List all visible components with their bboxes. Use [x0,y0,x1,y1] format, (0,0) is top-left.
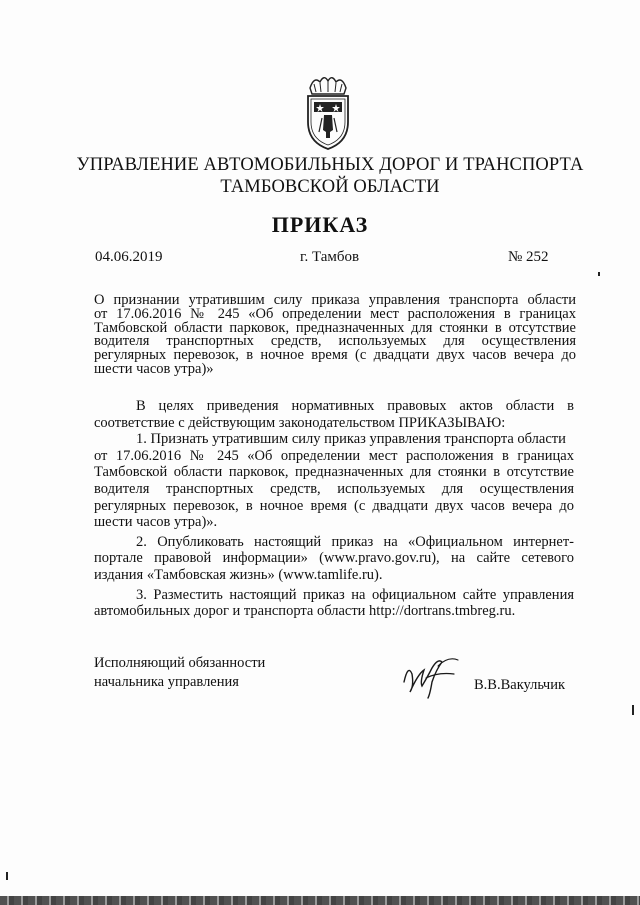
body-line: регулярных перевозок, в ночное время (с двадцати двух часов вечера до [94,497,574,514]
order-item-1 [94,431,574,531]
document-city: г. Тамбов [300,249,360,265]
signatory-position [94,654,265,691]
document-number: № 252 [508,249,549,265]
body-line: портале правовой информации» (www.pravo.gov.ru), на сайте сетевого [94,550,574,567]
tambov-coat-of-arms-icon [300,72,356,152]
subject-line: от 17.06.2016 № 245 «Об определении мест расположения в границах [94,305,576,322]
body-line: Тамбовской области парковок, предназначенных для стоянки в отсутствие [94,464,574,481]
document-date: 04.06.2019 [95,249,163,265]
subject-line: регулярных перевозок, в ночное время (с двадцати двух часов вечера до [94,347,576,364]
handwritten-signature [398,652,470,700]
scan-speck [632,705,634,715]
subject-line: водителя транспортных средств, используемых для осуществления [94,333,576,350]
preamble-paragraph [94,398,574,431]
scan-speck [6,872,8,880]
body-line: водителя транспортных средств, используемых для осуществления [94,480,574,497]
body-line: В целях приведения нормативных правовых актов области в [136,398,574,414]
signatory-position-line2: начальника управления [94,673,239,690]
scan-speck [598,272,600,276]
organization-name-line2: ТАМБОВСКОЙ ОБЛАСТИ [220,177,440,197]
signatory-position-line1: Исполняющий обязанности [94,655,266,671]
order-item-3 [94,587,574,620]
body-line: 1. Признать утратившим силу приказ управления транспорта области [136,431,566,448]
body-line: 2. Опубликовать настоящий приказ на «Официальном интернет- [136,533,574,550]
scan-edge-strip [0,896,640,905]
document-subject [94,294,576,377]
organization-name-line1: УПРАВЛЕНИЕ АВТОМОБИЛЬНЫХ ДОРОГ И ТРАНСПОРТА [76,155,584,175]
document-body [94,398,574,620]
order-item-2 [94,534,574,584]
body-line: соответствие с действующим законодательством ПРИКАЗЫВАЮ: [94,414,506,431]
body-line: издания «Тамбовская жизнь» (www.tamlife.ru). [94,566,383,583]
body-line: от 17.06.2016 № 245 «Об определении мест расположения в границах [94,447,574,464]
subject-line: шести часов утра)» [94,360,214,377]
subject-line: О признании утратившим силу приказа управления транспорта области [94,292,576,308]
body-line: шести часов утра)». [94,514,218,531]
document-type-title: ПРИКАЗ [271,212,369,237]
organization-name [60,154,600,198]
signatory-name: В.В.Вакульчик [474,677,565,693]
body-line: 3. Разместить настоящий приказ на официальном сайте управления [136,586,574,603]
subject-line: Тамбовской области парковок, предназначенных для стоянки в отсутствие [94,319,576,336]
body-line: автомобильных дорог и транспорта области http://dortrans.tmbreg.ru. [94,603,516,620]
